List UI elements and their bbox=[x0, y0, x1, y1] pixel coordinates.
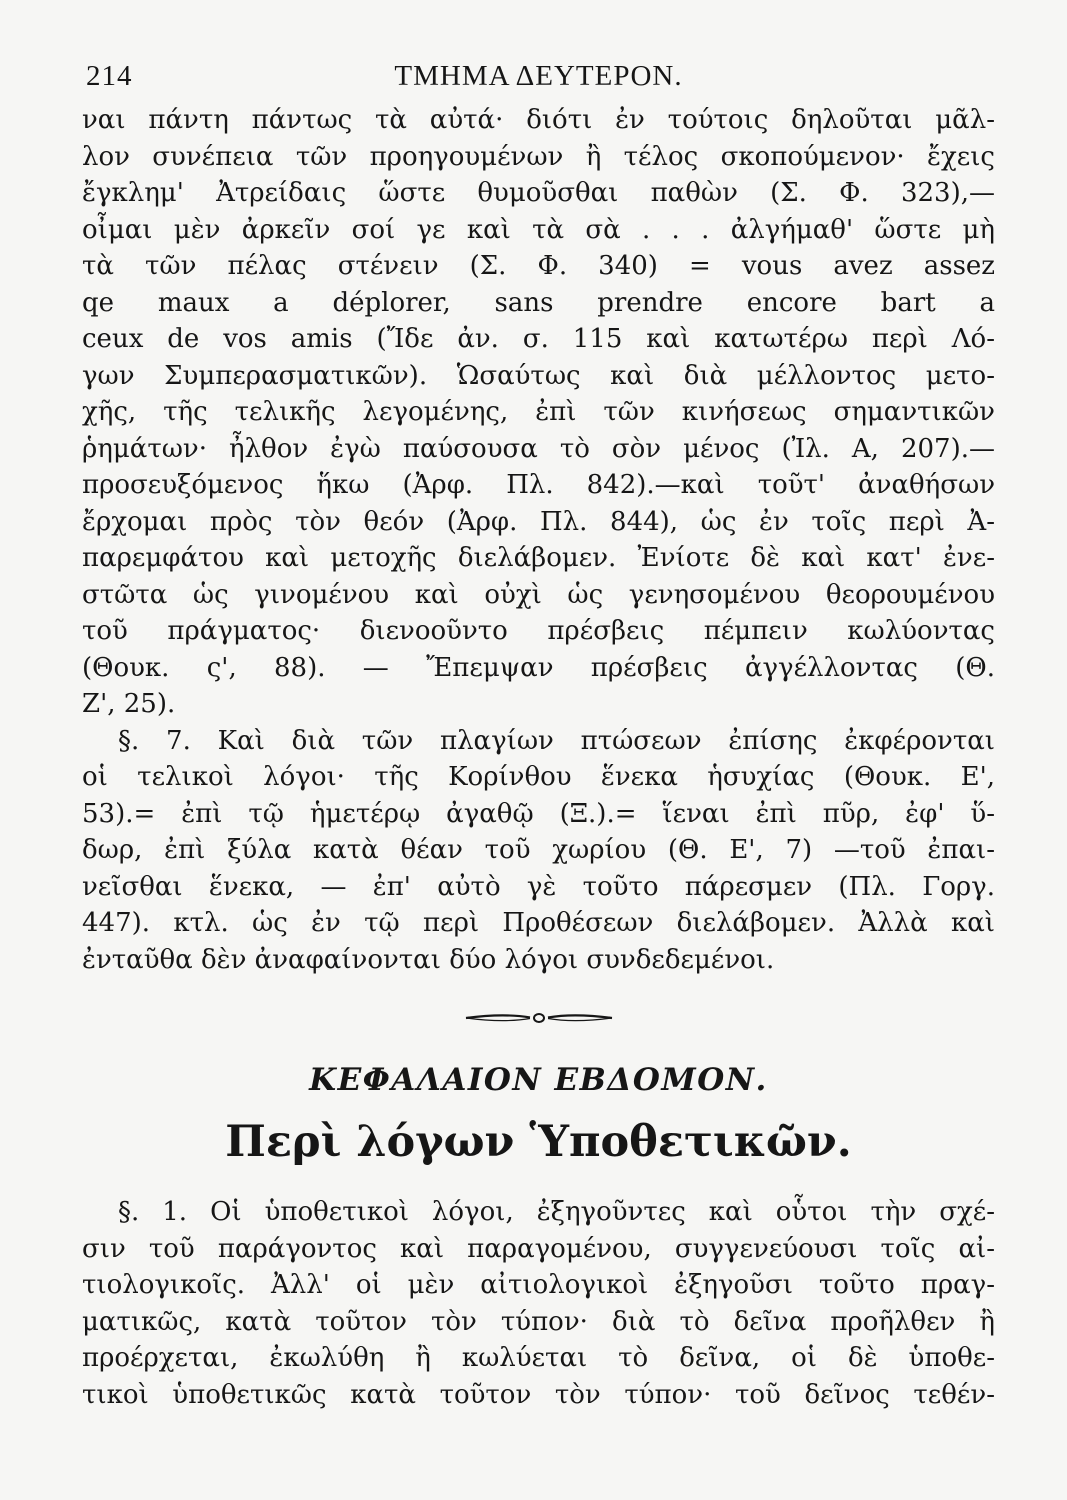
section-1-paragraph bbox=[82, 1194, 995, 1413]
text-line: Ζ', 25). bbox=[82, 689, 176, 719]
text-line: τικοὶ ὑποθετικῶς κατὰ τοῦτον τὸν τύπον· τοῦ δεῖνος τεθέν- bbox=[82, 1379, 995, 1410]
running-head bbox=[82, 52, 995, 102]
text-line: §. 7. Καὶ διὰ τῶν πλαγίων πτώσεων ἐπίσης ἐκφέρονται bbox=[118, 725, 995, 756]
text-line: qe maux a déplorer, sans prendre encore bart a bbox=[82, 287, 995, 318]
chapter-title: ΚΕΦΑΛΑΙΟΝ ΕΒΔΟΜΟΝ. bbox=[309, 1062, 768, 1098]
section-title: Περὶ λόγων Ὑποθετικῶν. bbox=[225, 1117, 852, 1167]
text-line: ἔγκλημ' Ἀτρείδαις ὥστε θυμοῦσθαι παθὼν (Σ. Φ. 323),— bbox=[82, 178, 995, 208]
text-line: ἔρχομαι πρὸς τὸν θεόν (Ἀρφ. Πλ. 844), ὡς ἐν τοῖς περὶ Ἀ- bbox=[82, 506, 995, 537]
running-title: ΤΜΗΜΑ ΔΕΥΤΕΡΟΝ. bbox=[394, 60, 683, 92]
text-line: §. 1. Οἱ ὑποθετικοὶ λόγοι, ἐξηγοῦντες καὶ οὗτοι τὴν σχέ- bbox=[118, 1197, 995, 1227]
text-line: οἱ τελικοὶ λόγοι· τῆς Κορίνθου ἕνεκα ἡσυχίας (Θουκ. Ε', bbox=[82, 762, 995, 792]
text-line: νεῖσθαι ἕνεκα, — ἐπ' αὐτὸ γὲ τοῦτο πάρεσμεν (Πλ. Γοργ. bbox=[82, 871, 995, 902]
text-line: (Θουκ. ς', 88). — Ἔπεμψαν πρέσβεις ἀγγέλλοντας (Θ. bbox=[82, 652, 995, 683]
text-line: σιν τοῦ παράγοντος καὶ παραγομένου, συγγενεύουσι τοῖς αἰ- bbox=[82, 1233, 995, 1264]
text-line: 53).= ἐπὶ τῷ ἡμετέρῳ ἀγαθῷ (Ξ.).= ἵεναι ἐπὶ πῦρ, ἐφ' ὕ- bbox=[82, 798, 995, 829]
text-line: ῥημάτων· ἦλθον ἐγὼ παύσουσα τὸ σὸν μένος (Ἰλ. Α, 207).— bbox=[82, 433, 995, 464]
text-line: λον συνέπεια τῶν προηγουμένων ἢ τέλος σκοπούμενον· ἔχεις bbox=[82, 141, 995, 172]
text-line: ναι πάντη πάντως τὰ αὐτά· διότι ἐν τούτοις δηλοῦται μᾶλ- bbox=[82, 105, 995, 135]
ornamental-divider bbox=[464, 1010, 614, 1026]
text-line: οἶμαι μὲν ἀρκεῖν σοί γε καὶ τὰ σὰ . . . ἀλγήμαθ' ὥστε μὴ bbox=[82, 214, 995, 245]
text-line: ματικῶς, κατὰ τοῦτον τὸν τύπον· διὰ τὸ δεῖνα προῆλθεν ἢ bbox=[82, 1306, 995, 1337]
text-line: προσευξόμενος ἥκω (Ἀρφ. Πλ. 842).—καὶ τοῦτ' ἀναθήσων bbox=[82, 470, 995, 500]
text-line: 447). κτλ. ὡς ἐν τῷ περὶ Προθέσεων διελάβομεν. Ἀλλὰ καὶ bbox=[82, 908, 995, 938]
section-7-paragraph bbox=[82, 723, 995, 979]
text-line: προέρχεται, ἐκωλύθη ἢ κωλύεται τὸ δεῖνα, οἱ δὲ ὑποθε- bbox=[82, 1343, 995, 1373]
text-line: δωρ, ἐπὶ ξύλα κατὰ θέαν τοῦ χωρίου (Θ. Ε', 7) —τοῦ ἐπαι- bbox=[82, 835, 995, 865]
text-line: παρεμφάτου καὶ μετοχῆς διελάβομεν. Ἐνίοτε δὲ καὶ κατ' ἐνε- bbox=[82, 543, 995, 573]
text-line: στῶτα ὡς γινομένου καὶ οὐχὶ ὡς γενησομένου θεορουμένου bbox=[82, 579, 995, 610]
text-line: τιολογικοῖς. Ἀλλ' οἱ μὲν αἰτιολογικοὶ ἐξηγοῦσι τοῦτο πραγ- bbox=[82, 1270, 995, 1300]
text-line: χῆς, τῆς τελικῆς λεγομένης, ἐπὶ τῶν κινήσεως σημαντικῶν bbox=[82, 397, 995, 427]
page-number: 214 bbox=[86, 60, 133, 92]
text-line: τὰ τῶν πέλας στένειν (Σ. Φ. 340) = vous avez assez bbox=[82, 251, 995, 281]
text-line: ceux de vos amis (Ἴδε ἀν. σ. 115 καὶ κατωτέρω περὶ Λό- bbox=[82, 324, 995, 354]
body-paragraph-top bbox=[82, 102, 995, 723]
text-line: τοῦ πράγματος· διενοοῦντο πρέσβεις πέμπειν κωλύοντας bbox=[82, 616, 995, 646]
text-line: ἐνταῦθα δὲν ἀναφαίνονται δύο λόγοι συνδεδεμένοι. bbox=[82, 944, 775, 975]
text-line: γων Συμπερασματικῶν). Ὡσαύτως καὶ διὰ μέλλοντος μετο- bbox=[82, 360, 995, 391]
